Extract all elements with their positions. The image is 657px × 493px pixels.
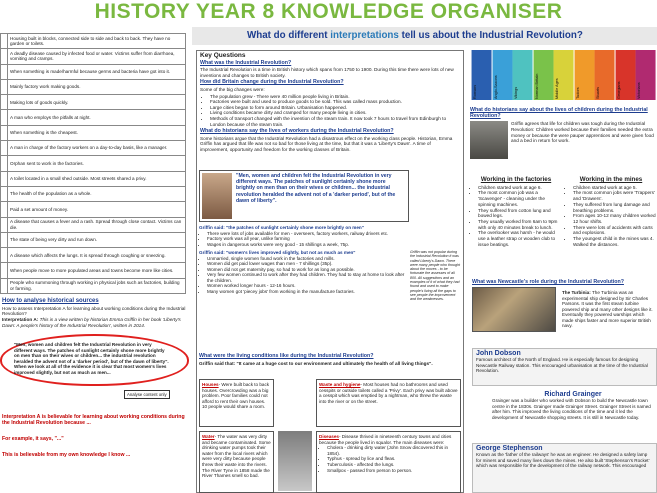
- stephenson-name: George Stephenson: [476, 445, 543, 452]
- children-image: [470, 121, 508, 159]
- question-1: What was the Industrial Revolution?: [200, 59, 292, 66]
- list-item: • Tuberculosis - affected the lungs.: [327, 462, 458, 468]
- mines-box: [565, 177, 657, 247]
- glossary-term-cell: [1, 156, 8, 171]
- question-3: What do historians say the lives of workers during the Industrial Revolution?: [200, 128, 394, 135]
- timeline-period: Georgians: [616, 50, 636, 100]
- question-prefix: What do different: [247, 30, 328, 41]
- glossary-term-cell: [1, 79, 8, 94]
- list-item: • There were lots of jobs available for men - overseers, factory workers, railway drivers etc.: [207, 231, 409, 237]
- timeline-period: Stuarts: [595, 50, 615, 100]
- factories-box: [470, 177, 562, 247]
- griffin-point-1-list: [207, 231, 409, 248]
- glossary-term-cell: [1, 186, 8, 201]
- glossary-definition: When people move to more populated areas and towns become more like cities.: [8, 263, 186, 278]
- glossary-term-cell: [1, 49, 8, 64]
- turbinia-box: [562, 290, 657, 329]
- list-item: • Smallpox - passed from person to person.: [327, 468, 458, 474]
- glossary-definition: Making lots of goods quickly.: [8, 95, 186, 110]
- list-item: • The youngest child in the mines was 4. Walked the distances.: [573, 236, 657, 247]
- mines-list: [573, 185, 657, 248]
- glossary-definition: A deadly disease caused by infected food or water. Victims suffer from diarrhoea, vomiting and cramps.: [8, 49, 186, 64]
- timeline-period: Vikings: [513, 50, 533, 100]
- water-heading: Water: [202, 434, 215, 439]
- glossary-row: [1, 125, 186, 140]
- list-item: • Unmarried, single women found work in the factories and mills.: [207, 256, 409, 262]
- list-item: • From ages 10-12 many children worked 12 hour shifts.: [573, 213, 657, 224]
- glossary-definition: A toilet located in a small shed outside. Most streets shared a privy.: [8, 171, 186, 186]
- grainger-name: Richard Grainger: [544, 391, 602, 398]
- newcastle-question: What was Newcastle's role during the Industrial Revolution?: [472, 279, 624, 285]
- stephenson-text: Known as the 'father of the railways' he was an engineer. He designed a safety lamp for miners and saved many lives down the mines. He also built 'Stephenson's Rocket' which was responsible for the development of the railway network. This encouraged: [476, 452, 650, 469]
- changes-list: [210, 94, 460, 128]
- glossary-row: [1, 278, 186, 293]
- glossary-term-cell: [1, 125, 8, 140]
- timeline-period: Anglo-Saxons: [493, 50, 513, 100]
- list-item: • The most common job was a 'Scavenger' - cleaning under the spinning machines.: [478, 190, 562, 207]
- glossary-definition: A man in charge of the factory workers on a day-to-day basis, like a manager.: [8, 141, 186, 156]
- griffin-point-1-heading: Griffin said: "the patches of sunlight certainly shone more brightly on men": [199, 225, 364, 230]
- list-item: • Very few women continued to work after they had children. They had to stay at home to look after the children.: [207, 272, 409, 283]
- turbinia-heading: The Turbinia:: [562, 290, 591, 295]
- disease-list: [327, 445, 458, 473]
- glossary-term-cell: [1, 278, 8, 293]
- mines-heading: Working in the mines: [579, 176, 643, 183]
- glossary-definition: Housing built in blocks, connected side to side and back to back. They have no garden or toilets.: [8, 34, 186, 49]
- list-item: • Many women got 'piecey jobs' from working in the manufacture factories.: [207, 289, 409, 295]
- griffin-points: [199, 225, 409, 294]
- factories-heading: Working in the factories: [480, 176, 552, 183]
- glossary-term-cell: [1, 110, 8, 125]
- glossary-term-cell: [1, 95, 8, 110]
- water-box: [199, 431, 274, 493]
- list-item: • Factory work was all year, unlike farming: [207, 236, 409, 242]
- glossary-row: [1, 202, 186, 217]
- list-item: • The population grew - There were 40 million people living in Britain.: [210, 94, 460, 100]
- houses-box: [199, 379, 274, 427]
- street-image: [278, 431, 312, 491]
- glossary-term-cell: [1, 248, 8, 263]
- list-item: • They usually worked from 6am to 9pm with only 40 minutes break to lunch.: [478, 219, 562, 230]
- glossary-row: [1, 64, 186, 79]
- analyse-tag: Analyse content only: [124, 390, 170, 399]
- glossary-row: [1, 186, 186, 201]
- griffin-point-2-list: [207, 256, 409, 295]
- timeline-period: Romans: [472, 50, 492, 100]
- glossary-definition: The health of the population as a whole.: [8, 186, 186, 201]
- glossary-term-cell: [1, 141, 8, 156]
- analyse-heading: How to analyse historical sources: [2, 298, 99, 305]
- water-text: - The water was very dirty and became contaminated. Some drinking water pumps took their water from the local rivers which were very dirty because people threw their waste into the rivers. The River Tyne in 1858 made the River Thames smell so bad.: [202, 434, 271, 479]
- list-item: • Women worked longer hours - 12-16 hours.: [207, 283, 409, 289]
- question-suffix: tell us about the Industrial Revolution?: [401, 30, 583, 41]
- writing-frame-line-1: Interpretation A is believable for learning about working conditions during the Industrial Revolution because ...: [2, 414, 185, 426]
- answer-2-intro: Some of the big changes were:: [200, 86, 265, 92]
- glossary-row: [1, 156, 186, 171]
- glossary-term-cell: [1, 171, 8, 186]
- children-quote: Griffin agrees that life for children was tough during the Industrial Revolution: Children worked because their families needed the extra money or because the were pauper apprentices and were given food and a bed in return for work.: [511, 121, 654, 144]
- list-item: • They suffered from lung damage and breathing problems.: [573, 202, 657, 213]
- side-note: Griffin was not popular during the Industrial Revolution it was called Liberty's Dawn. There were many people who thought about the moves - to be fortunate the assesses of all 800. All suggestions and an examples of it of what they had found and used to make people's living all the gaps to see people the improvement and the weaknesses.: [410, 250, 460, 302]
- glossary-row: [1, 110, 186, 125]
- glossary-row: [1, 34, 186, 49]
- conditions-heading: What were the living conditions like during the Industrial Revolution?: [199, 353, 374, 359]
- train-image: [472, 287, 556, 332]
- waste-heading: Waste and hygiene: [319, 382, 361, 387]
- section-question-header: [192, 27, 657, 45]
- portrait-image: [202, 173, 232, 219]
- key-questions-title: Key Questions: [200, 52, 246, 59]
- glossary-definition: People who summoning through working in physical jobs such as factories, building or farming.: [8, 278, 186, 293]
- analyse-text: How to assess Interpretation A for learning about working conditions during the Industrial Revolution?: [2, 305, 186, 317]
- list-item: • The most common jobs were 'Trappers' and 'Drawers'.: [573, 190, 657, 201]
- houses-heading: Houses: [202, 382, 219, 387]
- glossary-definition: Mainly factory work making goods.: [8, 79, 186, 94]
- list-item: • There were lots of accidents with carts and explosions.: [573, 225, 657, 236]
- glossary-definition: Paid a set amount of money.: [8, 202, 186, 217]
- glossary-term-cell: [1, 232, 8, 247]
- houses-text: - Were built back to back houses. Overcrowding was a big problem. Poor families could not afford to rent their own houses. 10 people would share a room.: [202, 382, 270, 410]
- glossary-row: [1, 171, 186, 186]
- history-timeline: [472, 50, 657, 105]
- dobson-text: Famous architect of the North of England. He is especially famous for designing Newcastle Railway station. This encouraged urbanisation at the time of the Industrial Revolution.: [476, 357, 648, 374]
- timeline-period: Norman Britain: [534, 50, 554, 100]
- timeline-period: Middle Ages: [554, 50, 574, 100]
- glossary-row: [1, 232, 186, 247]
- dobson-box: [472, 348, 657, 386]
- list-item: • Wages in dangerous works were very good - 15 shillings a week, 75p.: [207, 242, 409, 248]
- glossary-row: [1, 95, 186, 110]
- list-item: • Typhus - spread by lice and fleas.: [327, 456, 458, 462]
- glossary-term-cell: [1, 202, 8, 217]
- glossary-definition: A man who employs the pitfalls at night.: [8, 110, 186, 125]
- list-item: • Women did get paid lower wages than men - 7 shillings (35p).: [207, 261, 409, 267]
- page-title: HISTORY YEAR 8 KNOWLEDGE ORGANISER: [94, 0, 563, 23]
- glossary-row: [1, 141, 186, 156]
- interpretation-quote-circle: "Men, women and children felt the Industrial Revolution in very different ways. The patches of sunlight certainly shone more brightly on men than on their wives or children... the industrial revolution heralded the advent not of a 'darker period', but of the dawn of liberty". When we look at all of the evidence it is clear that most women's lives improved slightly, but not as much as men...: [0, 334, 189, 386]
- glossary-row: [1, 49, 186, 64]
- griffin-quote-box: [199, 170, 409, 222]
- glossary-definition: Orphan sent to work in the factories.: [8, 156, 186, 171]
- list-item: • Methods of transport changed with the invention of the steam train. It now took 7 hours to travel from Edinburgh to London because of the steam train.: [210, 116, 460, 127]
- turbinia-text: The Turbinia was an experimental ship designed by Sir Charles Parsons. It was the first steam turbine powered ship and many other designs like it. Eventually they powered warships which made ships faster and more superior British navy.: [562, 290, 653, 328]
- grainger-text: Grainger was a builder who worked with Dobson to build the Newcastle town centre in the 1830s. Grainger made Grainger Street. Grainger Street is named after him. This improved the living conditions of the time and it led the development of Newcastle shopping streets. It is still in Newcastle today.: [492, 398, 651, 420]
- question-2: How did Britain change during the Industrial Revolution?: [200, 79, 344, 86]
- glossary-definition: When something is the cheapest.: [8, 125, 186, 140]
- glossary-row: [1, 217, 186, 232]
- list-item: • Children started work at age 5.: [573, 185, 657, 191]
- children-section: [470, 108, 657, 159]
- list-item: • The overlooker was harsh - he would use a leather strap or wooden club to issue beatings.: [478, 230, 562, 247]
- list-item: • Women did not get maternity pay, so had to work for as long as possible.: [207, 267, 409, 273]
- children-question: What do historians say about the lives of children during the Industrial Revolution?: [470, 107, 648, 119]
- disease-heading: Diseases: [319, 434, 339, 439]
- disease-text: - Disease thrived in nineteenth century towns and cities because the people lived in squalor. The main diseases were:: [319, 434, 452, 445]
- question-highlight: interpretations: [330, 30, 399, 41]
- glossary-definition: When something is made/harmful because germs and bacteria have got into it.: [8, 64, 186, 79]
- interpretation-a: [2, 317, 188, 328]
- griffin-quote: "Men, women and children felt the Industrial Revolution in very different ways. The patches of sunlight certainly shone more brightly on men than on their wives or children... the industrial revolution heralded the advent not of a 'darker period', but of the dawn of liberty".: [236, 173, 396, 204]
- glossary-row: [1, 79, 186, 94]
- interp-text: This is a view written by historian Emma Griffin in her book 'Liberty's Dawn: A people's history of the Industrial Revolution', written in 2014.: [2, 317, 181, 328]
- disease-box: [316, 431, 461, 493]
- glossary-definition: A disease that causes a fever and a rash. Spread through close contact. Victims can die.: [8, 217, 186, 232]
- glossary-table: [0, 33, 186, 294]
- list-item: • Large cities began to form around Britain. Urbanisation happened.: [210, 105, 460, 111]
- glossary-term-cell: [1, 217, 8, 232]
- glossary-term-cell: [1, 263, 8, 278]
- glossary-definition: A disease which affects the lungs. It is spread through coughing or sneezing.: [8, 248, 186, 263]
- writing-frame: [0, 414, 190, 458]
- stephenson-box: [472, 443, 657, 493]
- glossary-row: [1, 248, 186, 263]
- glossary-term-cell: [1, 34, 8, 49]
- timeline-period: Tudors: [575, 50, 595, 100]
- glossary-term-cell: [1, 64, 8, 79]
- answer-3: Some historians argue that the Industrial Revolution had a disastrous effect on the working class people. Historian, Emma Griffin has argued that life was not so bad for those living at the time, but that it was a 'Liberty's Dawn'. A time of improvement, opportunity and freedom for the working classes of Britain.: [200, 135, 453, 152]
- factories-list: [478, 185, 562, 248]
- conditions-note: Griffin said that: "It came at a huge cost to our environment and ultimately the health of all living things".: [199, 361, 433, 366]
- timeline-period: Victorians: [636, 50, 656, 100]
- writing-frame-line-2: For example, it says, "...": [2, 436, 64, 442]
- list-item: • Children started work at age 6.: [478, 185, 562, 191]
- grainger-box: [472, 390, 657, 440]
- writing-frame-line-3: This is believable from my own knowledge I know ...: [2, 452, 131, 458]
- list-item: • They suffered from cotton lung and bowed legs.: [478, 208, 562, 219]
- answer-1: The Industrial Revolution is a time in British history which spans from 1750 to 1900. During this time there were lots of new inventions and changes to British society.: [200, 67, 454, 78]
- griffin-point-2-heading: Griffin said: "women's lives improved slightly, but not as much as men": [199, 250, 356, 255]
- list-item: • Factories were built and used to produce goods to be sold. This was called mass production.: [210, 99, 460, 105]
- interp-label: Interpretation A:: [2, 317, 39, 323]
- waste-box: [316, 379, 461, 427]
- glossary-definition: The state of being very dirty and run down.: [8, 232, 186, 247]
- waste-text: - Most houses had no bathrooms and used cesspits or outside toilets called a 'Privy'. Each privy was built above a cesspit which was emptied by a nightman, who threw the waste into the river or on the street.: [319, 382, 458, 404]
- list-item: • Cholera - drinking dirty water (John Snow discovered this in 1854).: [327, 445, 458, 456]
- glossary-row: [1, 263, 186, 278]
- dobson-name: John Dobson: [476, 350, 521, 357]
- list-item: • Living conditions became dirty and cramped for many people living in cities.: [210, 110, 460, 116]
